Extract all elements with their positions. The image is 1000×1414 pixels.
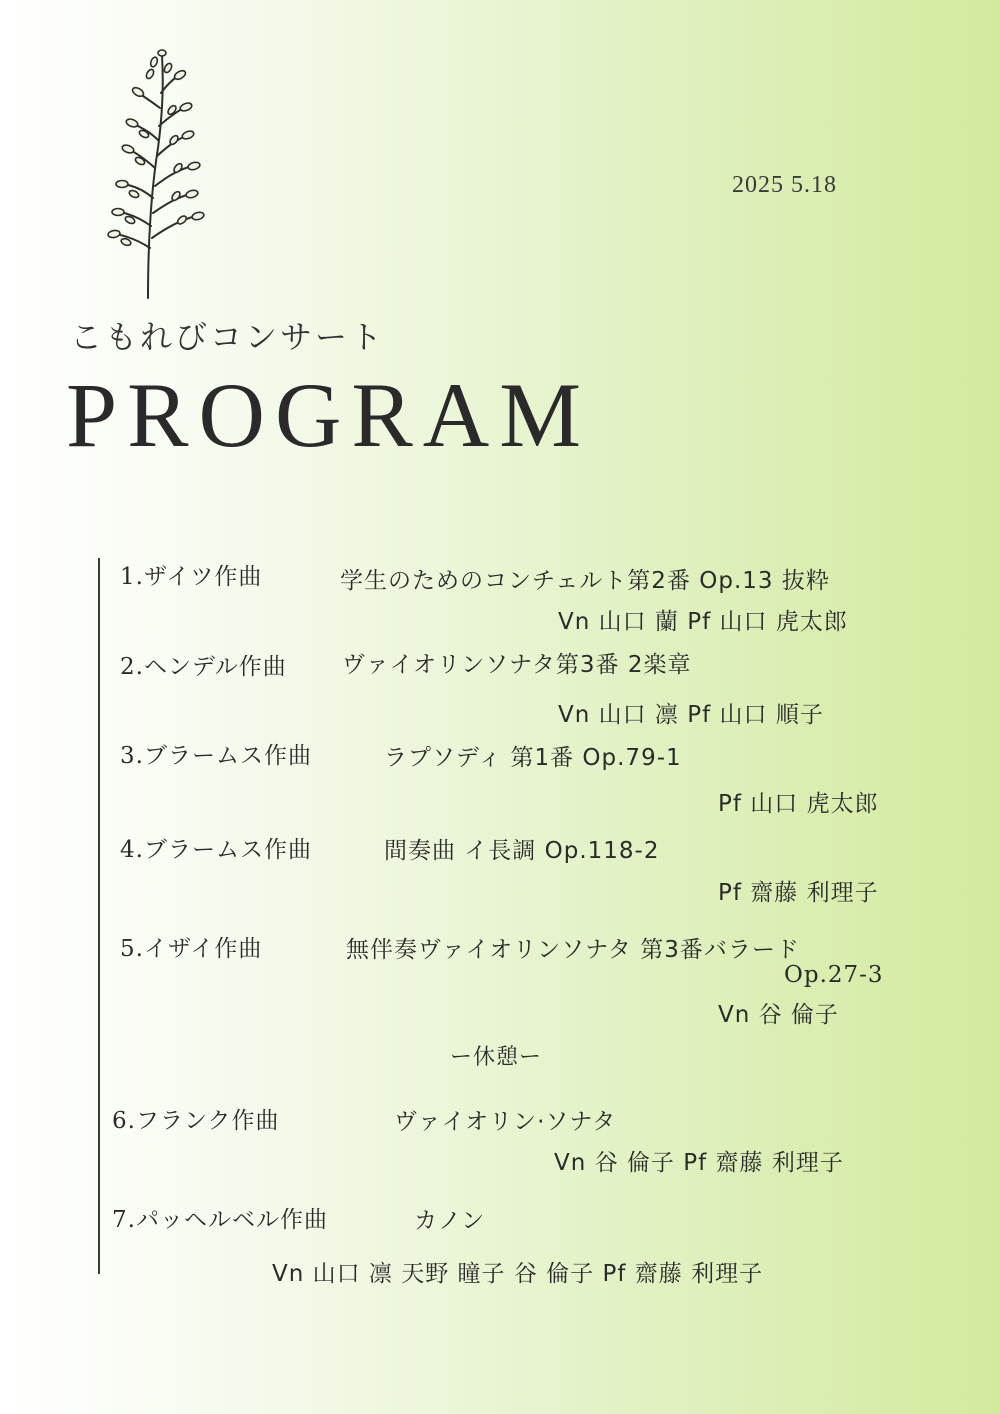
page-title: PROGRAM (66, 364, 592, 466)
program-item-5-piece: 無伴奏ヴァイオリンソナタ 第3番バラード (346, 937, 800, 963)
program-item-5-performers: Vn 谷 倫子 (718, 1002, 839, 1028)
program-item-4-composer: 4.ブラームス作曲 (120, 837, 312, 863)
program-item-2-performers: Vn 山口 凛 Pf 山口 順子 (558, 702, 824, 728)
program-item-2-piece: ヴァイオリンソナタ第3番 2楽章 (342, 652, 692, 678)
program-item-3-piece: ラプソディ 第1番 Op.79-1 (384, 745, 682, 771)
program-item-7-performers: Vn 山口 凛 天野 瞳子 谷 倫子 Pf 齋藤 利理子 (272, 1261, 764, 1287)
program-item-5-opus: Op.27-3 (784, 962, 884, 988)
program-divider-line (98, 558, 100, 1274)
program-item-2-composer: 2.ヘンデル作曲 (120, 654, 287, 680)
program-item-7-composer: 7.パッヘルベル作曲 (112, 1207, 328, 1233)
program-item-5-composer: 5.イザイ作曲 (120, 936, 263, 962)
program-item-7-piece: カノン (414, 1208, 486, 1234)
program-item-1-piece: 学生のためのコンチェルト第2番 Op.13 抜粋 (340, 568, 830, 594)
concert-subtitle: こもれびコンサート (70, 318, 386, 356)
program-item-4-piece: 間奏曲 イ長調 Op.118-2 (384, 838, 660, 864)
intermission-label: ー休憩ー (450, 1045, 543, 1070)
program-item-6-piece: ヴァイオリン·ソナタ (394, 1109, 617, 1135)
program-item-1-performers: Vn 山口 蘭 Pf 山口 虎太郎 (558, 609, 848, 635)
program-item-3-composer: 3.ブラームス作曲 (120, 743, 312, 769)
concert-date: 2025 5.18 (732, 172, 837, 198)
program-item-6-composer: 6.フランク作曲 (112, 1108, 280, 1134)
program-item-3-performers: Pf 山口 虎太郎 (718, 791, 879, 817)
program-item-1-composer: 1.ザイツ作曲 (120, 564, 263, 590)
program-item-6-performers: Vn 谷 倫子 Pf 齋藤 利理子 (554, 1150, 844, 1176)
plant-sprig-icon (100, 48, 220, 300)
program-item-4-performers: Pf 齋藤 利理子 (718, 880, 879, 906)
